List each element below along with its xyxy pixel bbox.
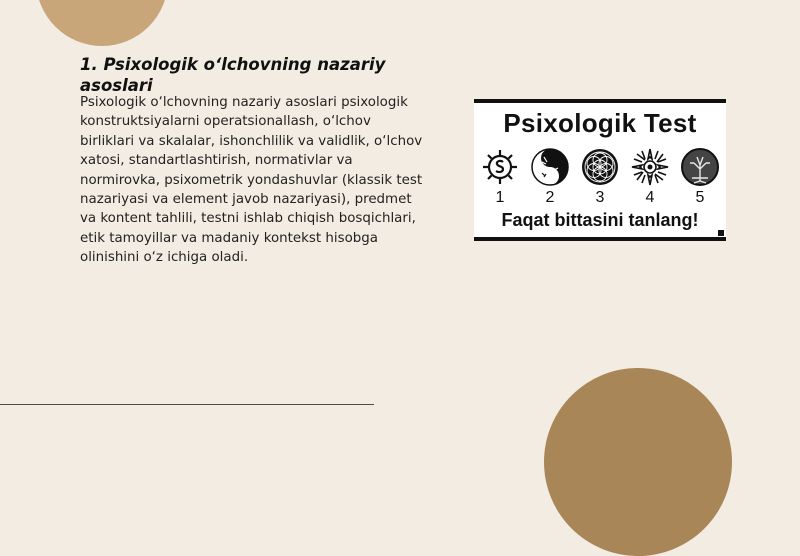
corner-mark: [718, 230, 724, 236]
option-number: 4: [645, 189, 655, 206]
option-number: 2: [545, 189, 555, 206]
psychological-test-image: [474, 99, 726, 241]
decorative-circle-top: [36, 0, 168, 46]
option-number: 3: [595, 189, 605, 206]
option-number: 5: [695, 189, 705, 206]
option-number: 1: [495, 189, 505, 206]
tree-of-life-icon: [680, 147, 720, 187]
test-instruction: Faqat bittasini tanlang!: [501, 210, 699, 230]
starburst-icon: [630, 147, 670, 187]
geometric-flower-icon: [580, 147, 620, 187]
sun-spiral-icon: [480, 147, 520, 187]
divider-line: [0, 404, 374, 405]
slide-body-text: Psixologik o‘lchovning nazariy asoslari psixologik konstruktsiyalarni operatsionallash, o‘lchov birliklari va skalalar, ishonchlilik va validlik, o‘lchov xatosi, standartlashtirish, normativlar va normirovka, psixometrik yondashuvlar (klassik test nazariyasi va element javob nazariyasi), predmet va kontent tahlili, testni ishlab chiqish bosqichlari, etik tamoyillar va madaniy kontekst hisobga olinishini o‘z ichiga oladi.: [80, 95, 423, 266]
yin-yang-tree-icon: [530, 147, 570, 187]
slide-heading: 1. Psixologik o‘lchovning nazariy asoslari: [80, 55, 386, 95]
test-title: Psixologik Test: [503, 108, 697, 138]
decorative-circle-bottom: [544, 368, 732, 556]
